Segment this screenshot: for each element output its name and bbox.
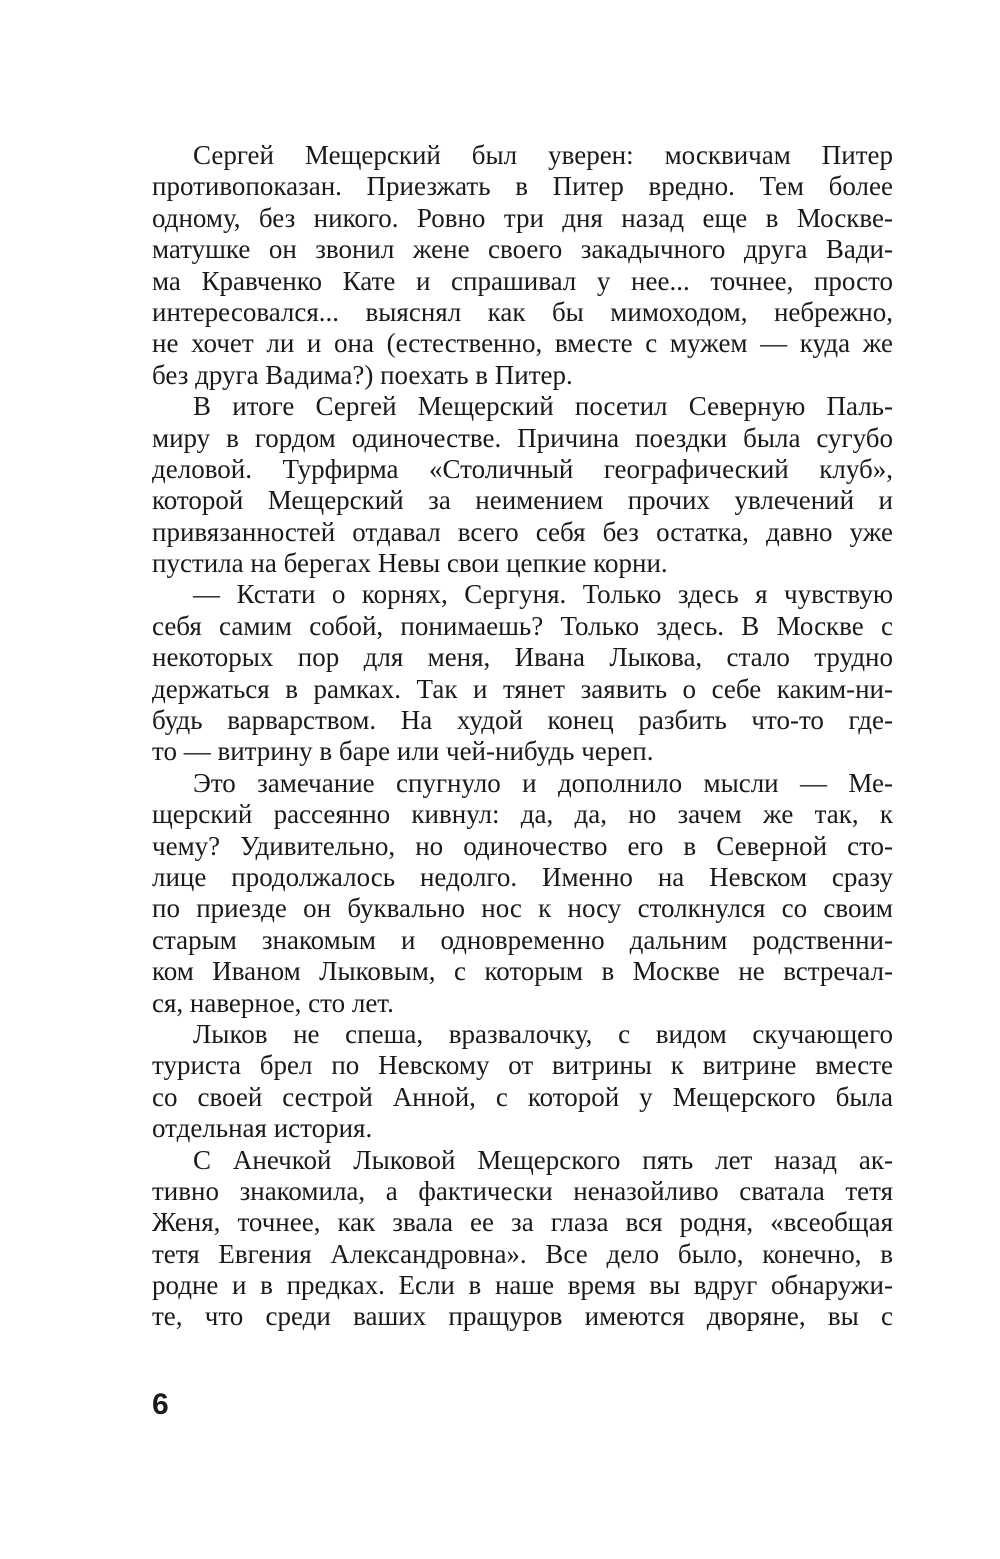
text-line: интересовался... выяснял как бы мимоходом, небрежно, [152, 296, 893, 327]
paragraph [152, 1145, 893, 1333]
text-line: родне и в предках. Если в наше время вы вдруг обнаружи- [152, 1270, 893, 1301]
text-line: пустила на берегах Невы свои цепкие корни. [152, 548, 668, 579]
text-line: отдельная история. [152, 1113, 373, 1144]
paragraph [152, 768, 893, 1019]
text-line: ма Кравченко Кате и спрашивал у нее... точнее, просто [152, 265, 893, 296]
text-line: одному, без никого. Ровно три дня назад еще в Москве- [152, 202, 893, 233]
text-line: чему? Удивительно, но одиночество его в Северной сто- [152, 830, 893, 861]
text-line: ком Иваном Лыковым, с которым в Москве не встречал- [152, 956, 893, 987]
text-line: старым знакомым и одновременно дальним родственни- [152, 924, 893, 955]
text-line: некоторых пор для меня, Ивана Лыкова, стало трудно [152, 642, 893, 673]
text-line: себя самим собой, понимаешь? Только здесь. В Москве с [152, 610, 893, 641]
text-line: привязанностей отдавал всего себя без остатка, давно уже [152, 516, 893, 547]
text-line: те, что среди ваших пращуров имеются дворяне, вы с [152, 1301, 893, 1332]
text-line: лице продолжалось недолго. Именно на Невском сразу [152, 861, 893, 892]
text-line: миру в гордом одиночестве. Причина поездки была сугубо [152, 422, 893, 453]
text-line: не хочет ли и она (естественно, вместе с мужем — куда же [152, 328, 893, 359]
text-line: без друга Вадима?) поехать в Питер. [152, 359, 573, 390]
text-line: В итоге Сергей Мещерский посетил Северную Паль- [193, 391, 893, 422]
text-line: тивно знакомила, а фактически неназойливо сватала тетя [152, 1175, 893, 1206]
text-line: Сергей Мещерский был уверен: москвичам Питер [193, 140, 893, 170]
text-line: по приезде он буквально нос к носу столкнулся со своим [152, 893, 893, 924]
text-line: будь варварством. На худой конец разбить что-то где- [152, 705, 893, 736]
body-text [152, 140, 893, 1333]
paragraph [152, 1019, 893, 1145]
text-line: ся, наверное, сто лет. [152, 987, 394, 1018]
text-line: которой Мещерский за неимением прочих увлечений и [152, 485, 893, 516]
text-line: — Кстати о корнях, Сергуня. Только здесь я чувствую [193, 579, 893, 610]
paragraph [152, 140, 893, 391]
text-line: Женя, точнее, как звала ее за глаза вся родня, «всеобщая [152, 1207, 893, 1238]
text-line: С Анечкой Лыковой Мещерского пять лет назад ак- [193, 1144, 893, 1175]
text-line: Это замечание спугнуло и дополнило мысли — Ме- [193, 767, 893, 798]
text-line: деловой. Турфирма «Столичный географический клуб», [152, 453, 893, 484]
text-line: матушке он звонил жене своего закадычного друга Вади- [152, 234, 893, 265]
text-line: то — витрину в баре или чей-нибудь череп. [152, 736, 654, 767]
text-line: противопоказан. Приезжать в Питер вредно. Тем более [152, 171, 893, 202]
text-line: щерский рассеянно кивнул: да, да, но зачем же так, к [152, 799, 893, 830]
text-line: туриста брел по Невскому от витрины к витрине вместе [152, 1050, 893, 1081]
text-line: держаться в рамках. Так и тянет заявить о себе каким-ни- [152, 673, 893, 704]
text-line: тетя Евгения Александровна». Все дело было, конечно, в [152, 1238, 893, 1269]
paragraph [152, 579, 893, 767]
page-number: 6 [152, 1388, 169, 1421]
text-line: со своей сестрой Анной, с которой у Мещерского была [152, 1081, 893, 1112]
paragraph [152, 391, 893, 579]
text-line: Лыков не спеша, вразвалочку, с видом скучающего [193, 1018, 893, 1049]
